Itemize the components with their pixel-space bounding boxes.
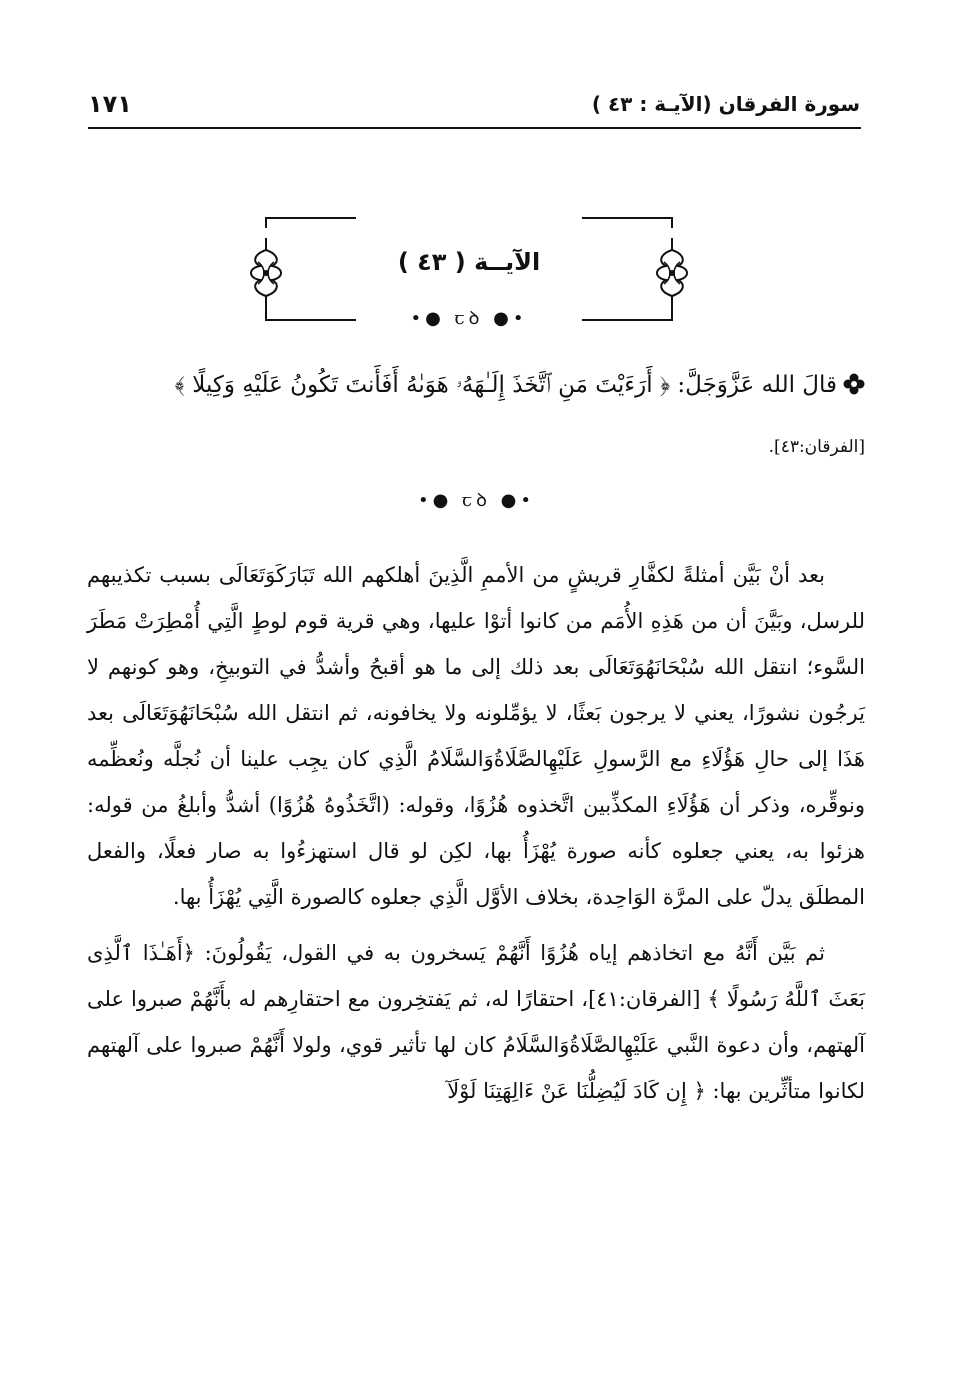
- section-separator: •● ꞇꝺ ●•: [418, 490, 535, 511]
- verse-intro: قالَ الله عَزَّوَجَلَّ:: [677, 372, 837, 398]
- paragraph: ثم بَيَّن أَنَّهُ مع اتخاذهم إياه هُزُوًا أَنَّهُمْ يَسخرون به في القول، يَقُولُونَ: ﴿أَهَـٰذَا ٱلَّذِى بَعَثَ ٱللَّهُ رَسُولًا ﴾ [الفرقان:٤١]، احتقارًا له، ثم يَفتخِرون مع احتقارِهم له بأَنَّهُمْ صبروا على آلهتهم، وأن دعوة النَّبي عَلَيْهِالصَّلَاةُوَالسَّلَامُ كان لها تأثير قوي، ولولا أَنَّهُمْ صبروا على آلهتهم لكانوا متأثِّرين بها: ﴿ إِن كَادَ لَيُضِلُّنَا عَنْ ءَالِهَتِنَا لَوْلَآ: [87, 941, 865, 1103]
- paragraph: بعد أنْ بَيَّن أمثلةً لكفَّارِ قريشٍ من الأممِ الَّذِينَ أهلكهم الله تَبَارَكَوَتَعَالَى بسبب تكذيبهم للرسل، وبَيَّنَ أن من هَذِهِ الأُمَم من كانوا أتوْا عليها، وهي قرية قوم لوطٍ الَّتِي أُمْطِرَتْ مَطَرَ السَّوء؛ انتقل الله سُبْحَانَهُوَتَعَالَى بعد ذلك إلى ما هو أقبحُ وأشدُّ في التوبيخِ، وهو كونهم لا يَرجُون نشورًا، يعني لا يرجون بَعثًا، لا يؤمِّلونه ولا يخافونه، ثم انتقل الله سُبْحَانَهُوَتَعَالَى بعد هَذَا إلى حالِ هَؤُلَاءِ مع الرَّسولِ عَلَيْهِالصَّلَاةُوَالسَّلَامُ الَّذِي كان يجِب علينا أن نُجلَّه ونُعظِّمه ونوقِّره، وذكر أن هَؤُلَاءِ المكذِّبين اتَّخذوه هُزُوًا، وقوله: (اتَّخَذُوهُ هُزُوًا) أشدُّ وأبلغُ من قوله: هزئوا به، يعني جعلوه كأنه صورة يُهْزَأُ بها، لكِن لو قال استهزءُوا به صار فعلًا، والفعل المطلَق يدلّ على المرَّة الوَاحِدة، بخلاف الأوَّل الَّذِي جعلوه كالصورة الَّتِي يُهْزَأُ بها.: [87, 563, 865, 909]
- page-number: ١٧١: [88, 90, 132, 118]
- running-title: سورة الفرقان (الآيـة : ٤٣ ): [591, 92, 860, 116]
- commentary-body: [87, 552, 865, 1114]
- ayah-heading: الآيــة ( ٤٣ ): [397, 248, 541, 276]
- quranic-verse: [85, 365, 865, 405]
- running-header: [88, 88, 860, 128]
- verse-citation: [الفرقان:٤٣].: [768, 437, 865, 457]
- flower-icon: [843, 373, 865, 395]
- ornament-divider: •● ꞇꝺ ●•: [410, 308, 528, 329]
- ayah-heading-frame: [238, 210, 700, 338]
- verse-text: ﴿ أَرَءَيْتَ مَنِ ٱتَّخَذَ إِلَـٰهَهُۥ هَوَىٰهُ أَفَأَنتَ تَكُونُ عَلَيْهِ وَكِيلًا ﴾: [174, 372, 671, 398]
- header-rule: [88, 127, 861, 129]
